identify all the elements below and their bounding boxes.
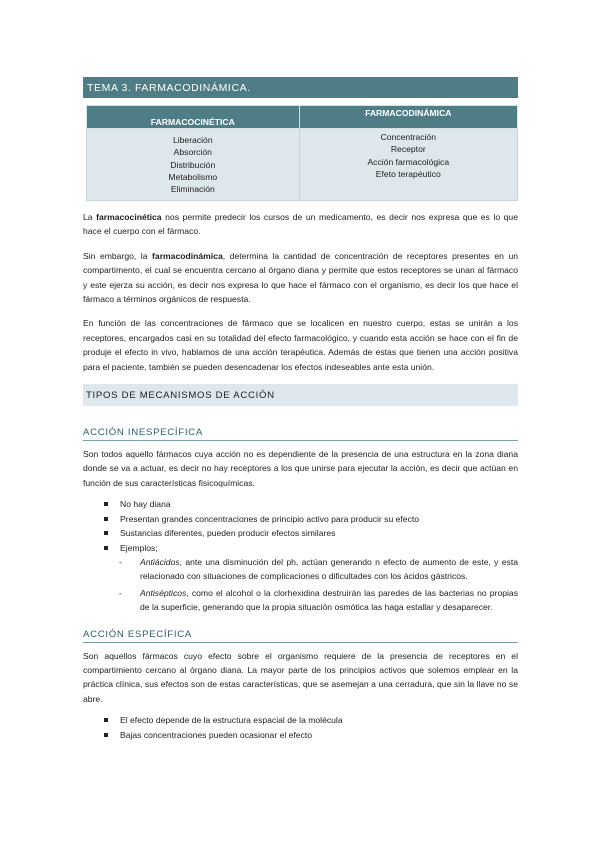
bullet-icon xyxy=(104,517,108,521)
bullet-item: Ejemplos; xyxy=(83,541,518,555)
farmacocinetica-cell xyxy=(87,129,300,201)
list-item: Absorción xyxy=(173,147,212,158)
bullet-item: No hay diana xyxy=(83,497,518,511)
bullet-list-especifica xyxy=(83,713,518,742)
bullet-icon xyxy=(104,502,108,506)
bullet-item: Presentan grandes concentraciones de principio activo para producir su efecto xyxy=(83,512,518,526)
table-header-farmacodinamica: FARMACODINÁMICA xyxy=(299,106,517,129)
list-item: Efeto terapéutico xyxy=(375,168,441,179)
examples-list xyxy=(119,555,518,615)
paragraph-farmacodinamica: Sin embargo, la farmacodinámica, determina la cantidad de concentración de receptores presentes en un compartimento, el cual se encuentra cercano al órgano diana y permite que estos receptores se unan al fármaco y este ejerza su acción, es decir nos expresa lo que hace el fármaco con el organismo, es decir los que hace el fármaco a términos orgánicos de respuesta. xyxy=(83,250,519,305)
table-header-farmacocinetica: FARMACOCINÉTICA xyxy=(87,106,300,129)
document-page xyxy=(83,77,518,742)
section-heading: TIPOS DE MECANISMOS DE ACCIÓN xyxy=(83,384,518,406)
subheading-accion-inespecifica: ACCIÓN INESPECÍFICA xyxy=(83,424,518,441)
bullet-icon xyxy=(104,531,108,535)
paragraph-farmacocinetica: La farmacocinética nos permite predecir los cursos de un medicamento, es decir nos expresa que es lo que hace el cuerpo con el fármaco. xyxy=(83,212,518,237)
list-item: Acción farmacológica xyxy=(367,156,450,167)
bullet-icon xyxy=(104,733,108,737)
paragraph-inespecifica: Son todos aquello fármacos cuya acción no es dependiente de la presencia de una estructura en la zona diana donde se va a actuar, es decir no hay receptores a los que unirse para ejecutar la acción, es decir que actúan en función de sus características fisicoquímicas. xyxy=(83,449,518,488)
farmacodinamica-cell xyxy=(299,129,517,201)
bullet-item: Sustancias diferentes, pueden producir efectos similares xyxy=(83,526,518,540)
list-item: Eliminación xyxy=(170,184,215,195)
example-item-antisepticos: - Antisépticos, como el alcohol o la clorhexidina destruirán las paredes de las bacterias no propias de la superficie, generando que la propia situación osmótica las haga estallar y desaparecer. xyxy=(119,587,518,613)
bullet-item: El efecto depende de la estructura espacial de la molécula xyxy=(83,713,518,727)
comparison-table xyxy=(86,105,518,201)
paragraph-concentraciones: En función de las concentraciones de fármaco que se localicen en nuestro cuerpo, estas se unirán a los receptores, encargados casi en su totalidad del efecto farmacológico, y cuando esta acción se hace con el fin de produje el efecto in vivo, hablamos de una acción terapéutica. Además de estas que tienen una acción positiva para el paciente, también se pueden desencadenar los efectos indeseables ante esta unión. xyxy=(83,318,518,372)
list-item: Concentración xyxy=(380,132,436,142)
example-item-antiacidos: - Antiácidos, ante una disminución del ph, actúan generando n efecto de aumento de este, y esta relacionado con situaciones de complicaciones o dificultades con los ácidos gástricos. xyxy=(119,556,518,582)
bullet-icon xyxy=(104,546,108,550)
bullet-icon xyxy=(104,718,108,722)
list-item: Receptor xyxy=(390,144,426,155)
list-item: Metabolismo xyxy=(168,171,218,182)
bullet-list-inespecifica xyxy=(83,497,518,555)
list-item: Liberación xyxy=(172,135,213,145)
list-item: Distribución xyxy=(170,159,216,170)
paragraph-especifica: Son aquellos fármacos cuyo efecto sobre el organismo requiere de la presencia de receptores en el compartimiento cercano al órgano diana. La mayor parte de los principios activos que solemos emplear en la práctica clínica, sus efectos son de estas características, que se asemejan a una cerradura, que sin la llave no se abre. xyxy=(83,650,518,704)
chapter-title: TEMA 3. FARMACODINÁMICA. xyxy=(83,77,518,98)
bullet-item: Bajas concentraciones pueden ocasionar el efecto xyxy=(83,728,518,742)
subheading-accion-especifica: ACCIÓN ESPECÍFICA xyxy=(83,626,518,643)
